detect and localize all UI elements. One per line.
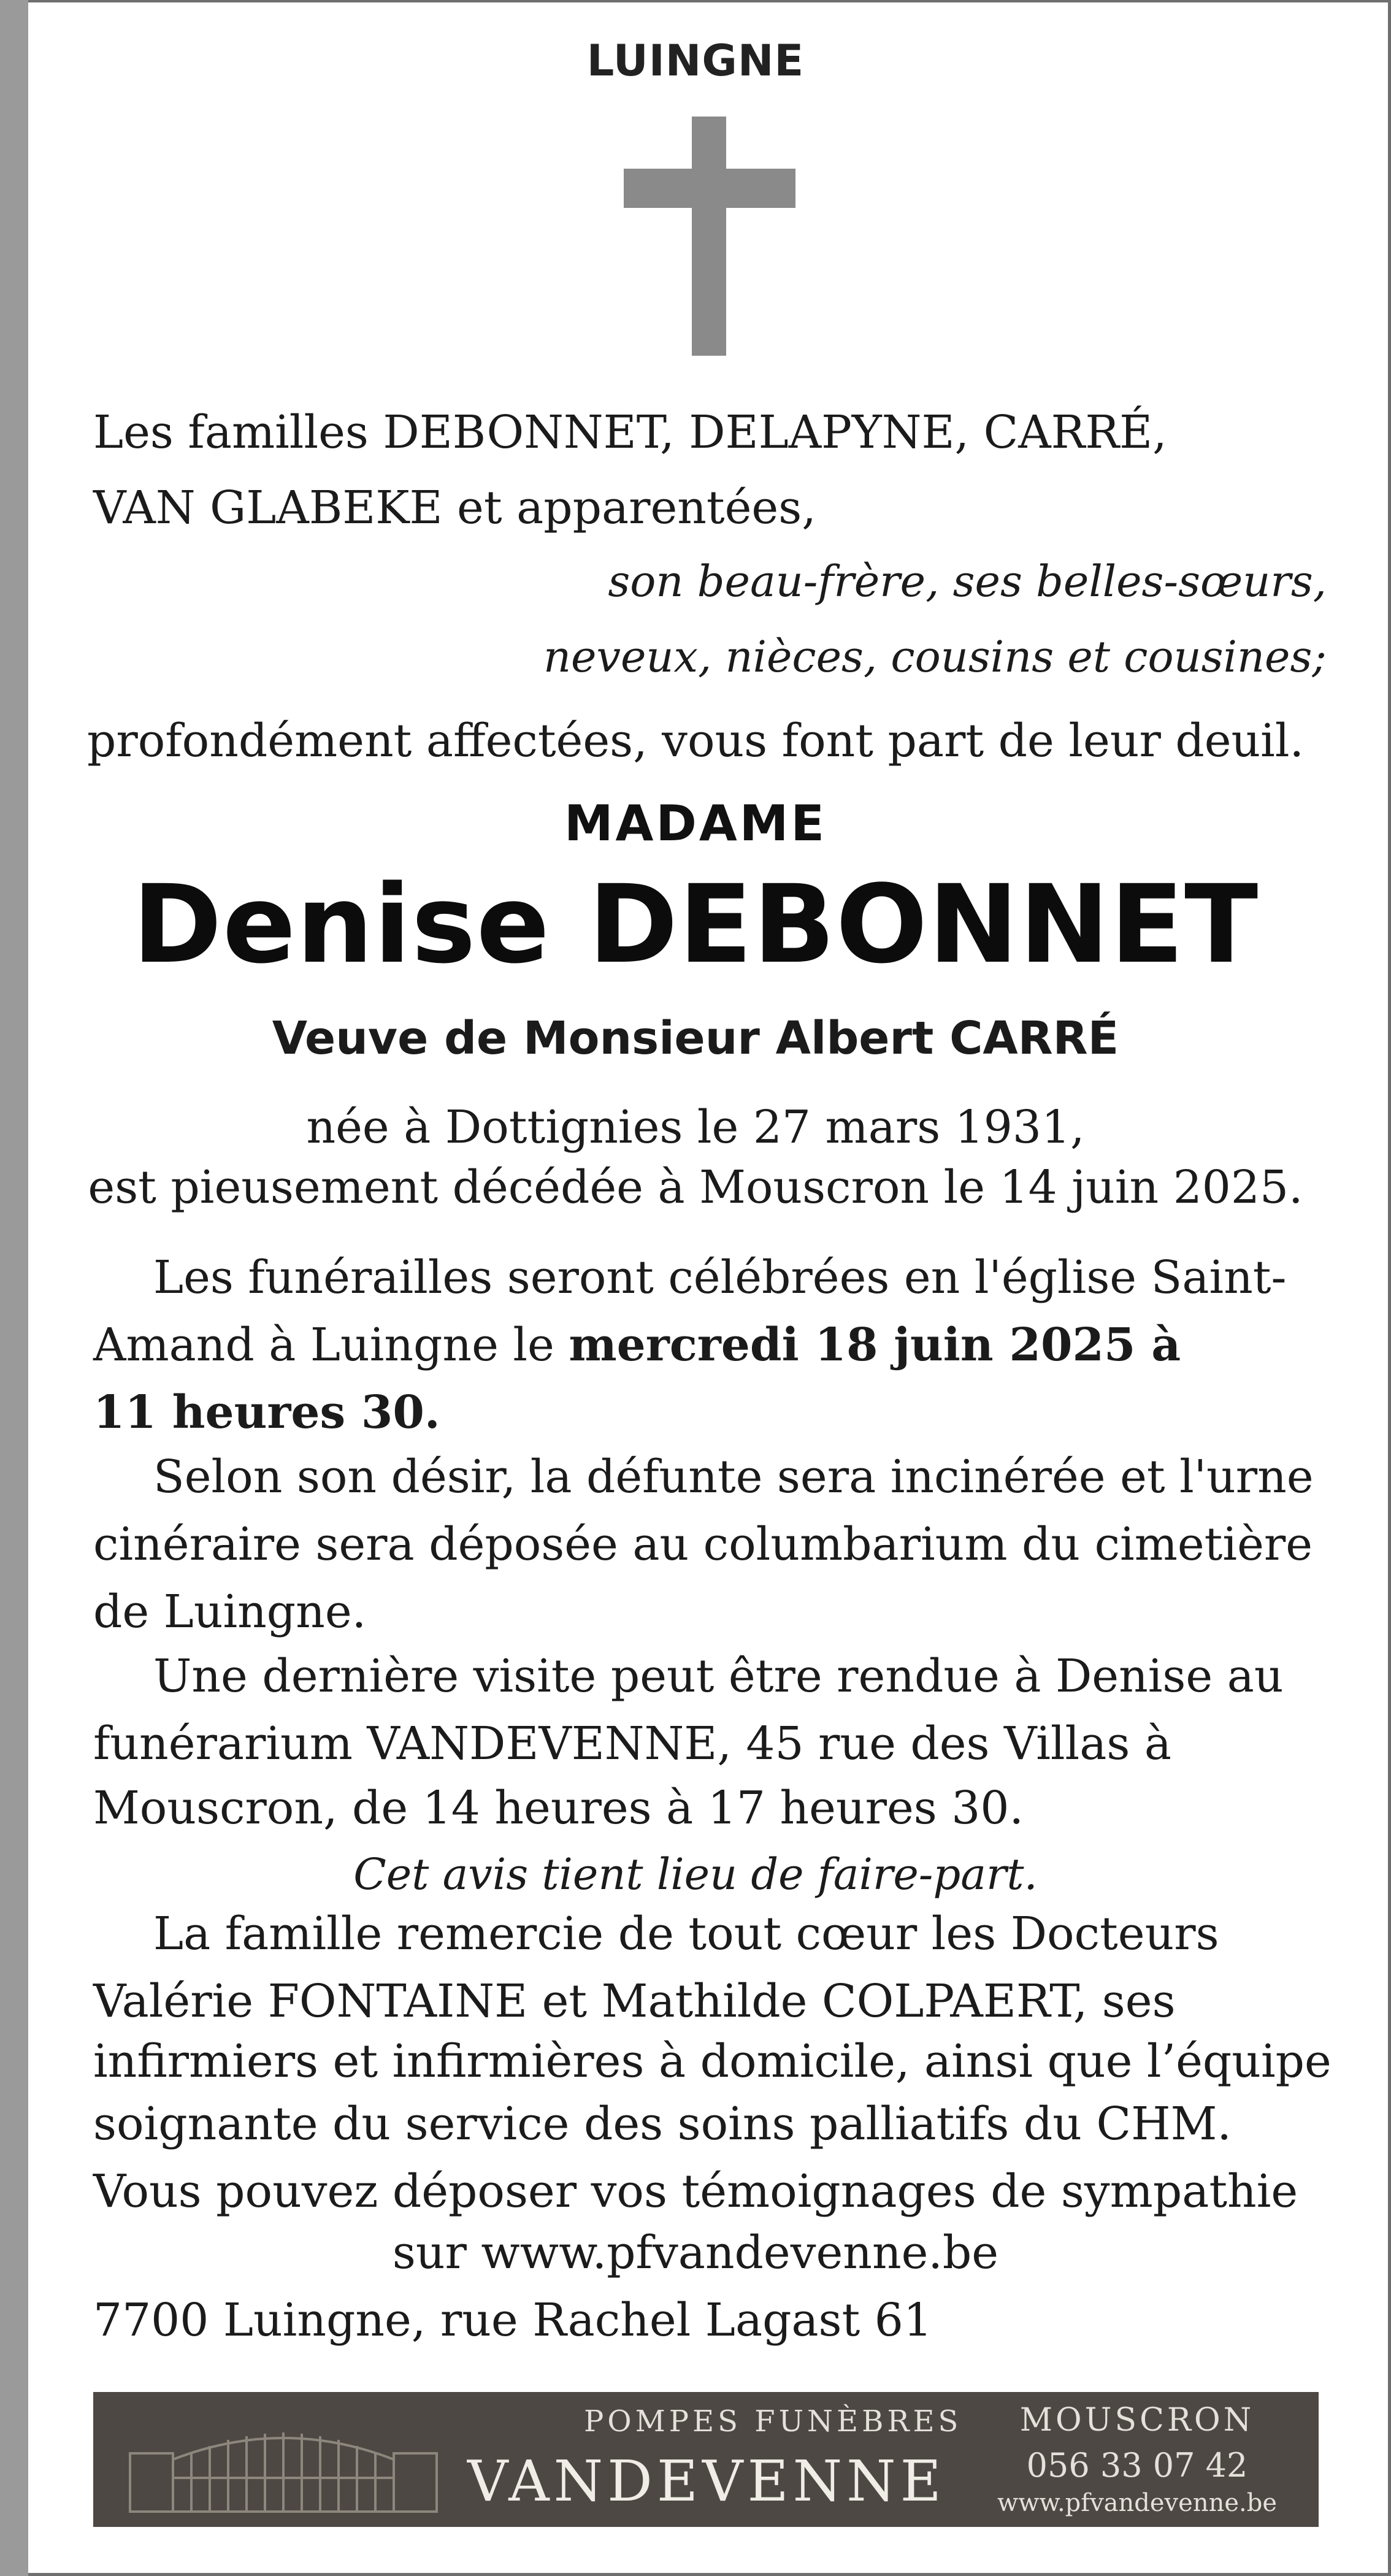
funeral-line-1: Les funérailles seront célébrées en l'église Saint- bbox=[153, 1251, 1287, 1304]
footer-website: www.pfvandevenne.be bbox=[997, 2489, 1278, 2517]
relatives-italic-line-1: son beau-frère, ses belles-sœurs, bbox=[608, 556, 1327, 607]
deceased-name: Denise DEBONNET bbox=[132, 862, 1259, 987]
relatives-italic-line-2: neveux, nièces, cousins et cousines; bbox=[543, 632, 1327, 682]
affected-line: profondément affectées, vous font part de leur deuil. bbox=[86, 715, 1305, 767]
notice-italic: Cet avis tient lieu de faire-part. bbox=[353, 1849, 1038, 1899]
cremation-line-3: de Luingne. bbox=[93, 1585, 367, 1638]
frame-bottom-border bbox=[28, 2573, 1391, 2576]
cremation-line-2: cinéraire sera déposée au columbarium du cimetière bbox=[93, 1518, 1313, 1571]
funeral-line-2-text: Amand à Luingne le bbox=[93, 1319, 569, 1371]
footer-phone: 056 33 07 42 bbox=[1026, 2446, 1248, 2485]
condolences-line-2: sur www.pfvandevenne.be bbox=[392, 2226, 999, 2279]
visit-line-2: funérarium VANDEVENNE, 45 rue des Villas à bbox=[93, 1717, 1171, 1770]
thanks-line-1: La famille remercie de tout cœur les Docteurs bbox=[153, 1907, 1219, 1960]
widow-of-line: Veuve de Monsieur Albert CARRÉ bbox=[272, 1012, 1119, 1065]
thanks-line-4: soignante du service des soins palliatifs du CHM. bbox=[93, 2098, 1232, 2150]
funeral-home-banner bbox=[93, 2392, 1319, 2527]
thanks-line-2: Valérie FONTAINE et Mathilde COLPAERT, ses bbox=[93, 1975, 1176, 2028]
thanks-line-3: infirmiers et infirmières à domicile, ainsi que l’équipe bbox=[93, 2035, 1332, 2088]
footer-city: MOUSCRON bbox=[1019, 2402, 1255, 2439]
gate-icon bbox=[124, 2410, 443, 2515]
visit-line-3: Mouscron, de 14 heures à 17 heures 30. bbox=[93, 1782, 1024, 1834]
birth-line: née à Dottignies le 27 mars 1931, bbox=[306, 1101, 1085, 1154]
funeral-line-2 bbox=[93, 1319, 1181, 1371]
deceased-title: MADAME bbox=[564, 795, 827, 852]
frame-top-border bbox=[28, 0, 1391, 2]
footer-pompes-funebres: POMPES FUNÈBRES bbox=[584, 2404, 962, 2439]
footer-company-name: VANDEVENNE bbox=[467, 2448, 946, 2514]
visit-line-1: Une dernière visite peut être rendue à Denise au bbox=[153, 1650, 1284, 1703]
cremation-line-1: Selon son désir, la défunte sera incinérée et l'urne bbox=[153, 1451, 1314, 1503]
families-line-1: Les familles DEBONNET, DELAPYNE, CARRÉ, bbox=[93, 406, 1167, 459]
locality-heading: LUINGNE bbox=[586, 36, 805, 86]
families-line-2: VAN GLABEKE et apparentées, bbox=[93, 481, 816, 534]
family-address: 7700 Luingne, rue Rachel Lagast 61 bbox=[93, 2294, 932, 2347]
condolences-line-1: Vous pouvez déposer vos témoignages de sympathie bbox=[93, 2165, 1298, 2218]
funeral-time-bold: 11 heures 30. bbox=[93, 1386, 440, 1439]
funeral-date-bold: mercredi 18 juin 2025 à bbox=[569, 1319, 1181, 1371]
death-line: est pieusement décédée à Mouscron le 14 juin 2025. bbox=[88, 1161, 1303, 1214]
